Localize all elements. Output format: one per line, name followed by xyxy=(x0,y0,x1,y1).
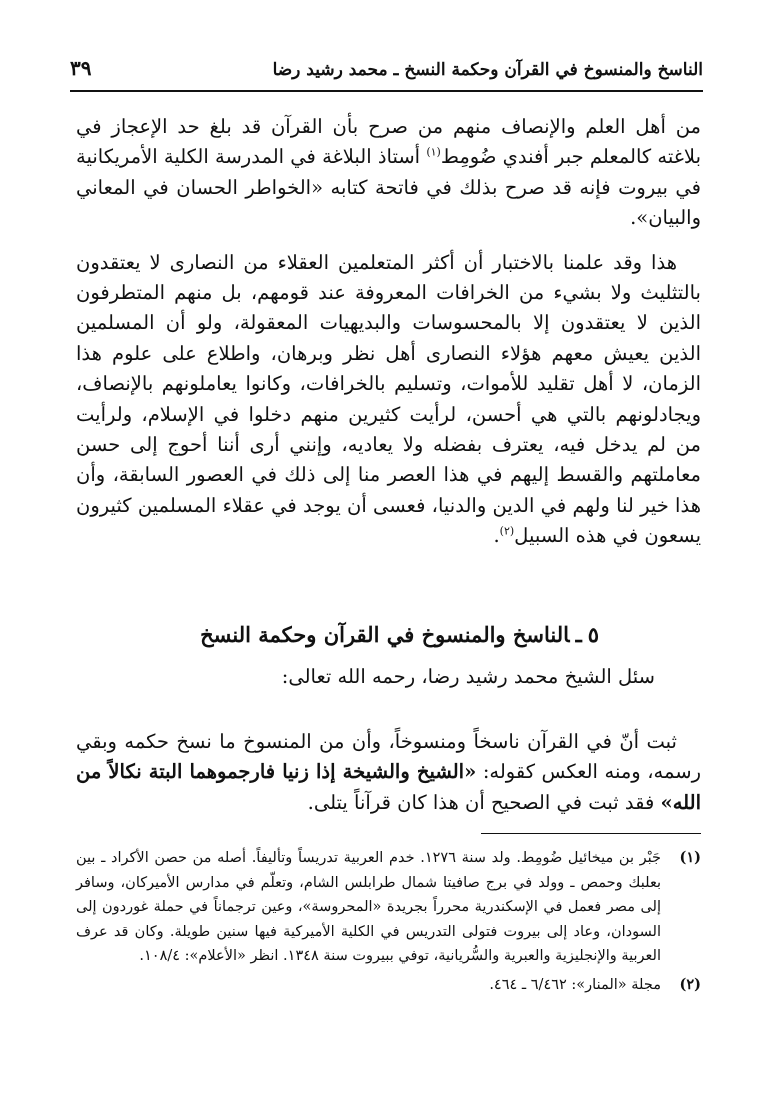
section-title: الناسخ والمنسوخ في القرآن وحكمة النسخ xyxy=(200,622,570,647)
answer-quote: «الشيخ والشيخة إذا زنيا فارجموهما البتة نكالاً من الله» xyxy=(76,760,701,814)
footnote-2-text: مجلة «المنار»: ٦/٤٦٢ ـ ٤٦٤. xyxy=(489,976,661,993)
footnote-2-number: (٢) xyxy=(679,975,701,993)
body-text xyxy=(76,112,701,552)
footnote-separator xyxy=(481,833,701,834)
answer-paragraph xyxy=(76,727,701,819)
footnote-1-text: جَبْر بن ميخائيل ضُومِط. ولد سنة ١٢٧٦. خدم العربية تدريساً وتأليفاً. أصله من حصن الأكراد ـ بين بعلبك وحمص ـ وولد في برج صافيتا شمال طرابلس الشام، وتعلّم في مدارس الأميركان، وسافر إلى مصر فعمل في الإسكندرية محرراً بجريدة «المحروسة»، وعين ترجماناً في حملة غوردون إلى السودان، وعاد إلى بيروت فتولى التدريس في الكلية الأميركية فيها سنين طويلة. وكان قد عرف العربية والإنجليزية والعبرية والسُّريانية، توفي ببيروت سنة ١٣٤٨. انظر «الأعلام»: ١٠٨/٤. xyxy=(76,850,662,964)
footnote-1 xyxy=(76,846,701,969)
section-heading xyxy=(200,622,599,647)
footnote-ref-2: (٢) xyxy=(499,524,515,538)
page-number: ٣٩ xyxy=(70,56,92,80)
section-number: ٥ xyxy=(587,622,599,647)
section-dash: ـ xyxy=(575,622,582,647)
footnote-ref-1: (١) xyxy=(426,145,441,159)
question-intro: سئل الشيخ محمد رشيد رضا، رحمه الله تعالى: xyxy=(281,665,655,688)
paragraph-2-text: هذا وقد علمنا بالاختبار أن أكثر المتعلمين العقلاء من النصارى لا يعتقدون بالتثليث ولا بشيء من الخرافات المعروفة عند قومهم، بل منهم المتطرفون الذين لا يعتقدون إلا بالمحسوسات والبديهيات المعقولة، ولو أن المسلمين الذين يعيش معهم هؤلاء النصارى أهل نظر وبرهان، واطلاع على علوم هذا الزمان، لا أهل تقليد للأموات، وتسليم بالخرافات، وكانوا يعاملونهم بالإنصاف، ويجادلونهم بالتي هي أحسن، لرأيت كثيرين منهم دخلوا في الإسلام، ولرأيت من لم يدخل فيه، يعترف بفضله ولا يعاديه، وإنني أرى أننا أحوج إلى حسن معاملتهم والقسط إليهم في هذا العصر منا إلى ذلك في العصور السابقة، وأن هذا خير لنا ولهم في الدين والدنيا، فعسى أن يوجد في عقلاء المسلمين كثيرون يسعون في هذه السبيل xyxy=(76,250,701,548)
footnotes xyxy=(76,846,701,997)
footnote-2 xyxy=(76,973,701,998)
answer-part-a: ثبت أنّ في القرآن ناسخاً ومنسوخاً، وأن من المنسوخ ما نسخ حكمه وبقي رسمه، ومنه العكس كقوله: xyxy=(76,729,701,783)
paragraph-2 xyxy=(76,248,701,552)
answer-part-b: فقد ثبت في الصحيح أن هذا كان قرآناً يتلى. xyxy=(307,790,661,814)
paragraph-1-part-a: من أهل العلم والإنصاف منهم من صرح بأن القرآن قد بلغ حد الإعجاز في بلاغته كالمعلم جبر أفندي ضُومِط xyxy=(76,115,701,169)
paragraph-1-part-b: أستاذ البلاغة في المدرسة الكلية الأمريكانية في بيروت فإنه قد صرح بذلك في فاتحة كتابه «الخواطر الحسان في المعاني والبيان». xyxy=(76,145,701,230)
paragraph-2-end: . xyxy=(493,524,500,548)
paragraph-1 xyxy=(76,112,701,234)
footnote-1-number: (١) xyxy=(679,849,701,866)
header-title: الناسخ والمنسوخ في القرآن وحكمة النسخ ـ محمد رشيد رضا xyxy=(272,60,703,80)
running-header xyxy=(70,58,703,92)
